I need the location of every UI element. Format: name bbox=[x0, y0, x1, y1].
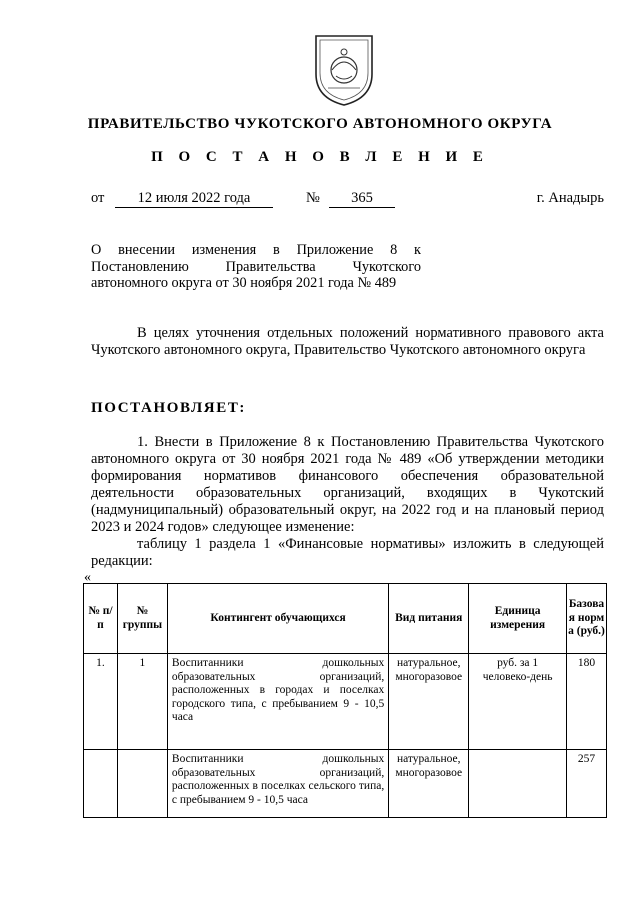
cell-unit bbox=[469, 750, 567, 818]
cell-num bbox=[84, 750, 118, 818]
opening-quote: « bbox=[84, 570, 91, 585]
header-group: № группы bbox=[117, 584, 167, 654]
cell-group: 1 bbox=[117, 654, 167, 750]
table-row bbox=[84, 654, 607, 750]
cell-num: 1. bbox=[84, 654, 118, 750]
header-num: № п/п bbox=[84, 584, 118, 654]
norms-table bbox=[83, 583, 607, 818]
cell-group bbox=[117, 750, 167, 818]
cell-food: натуральное, многоразовое bbox=[389, 750, 469, 818]
table-header-row bbox=[84, 584, 607, 654]
cell-norm: 257 bbox=[567, 750, 607, 818]
document-subject: О внесении изменения в Приложение 8 к Постановлению Правительства Чукотского автономного округа от 30 ноября 2021 года № 489 bbox=[91, 242, 421, 291]
from-label: от bbox=[91, 190, 105, 206]
city-name: г. Анадырь bbox=[536, 190, 604, 206]
item-1-sub-paragraph: таблицу 1 раздела 1 «Финансовые нормативы» изложить в следующей редакции: bbox=[91, 536, 604, 569]
document-number: 365 bbox=[329, 190, 395, 208]
document-date: 12 июля 2022 года bbox=[115, 190, 273, 208]
cell-contingent: Воспитанники дошкольных образовательных организаций, расположенных в поселках сельского типа, с пребыванием 9 - 10,5 часа bbox=[167, 750, 388, 818]
coat-of-arms-emblem bbox=[310, 30, 378, 108]
resolves-heading: ПОСТАНОВЛЯЕТ: bbox=[91, 400, 247, 416]
table-row bbox=[84, 750, 607, 818]
item-1-paragraph: 1. Внести в Приложение 8 к Постановлению Правительства Чукотского автономного округа от 30 ноября 2021 года № 489 «Об утверждении методики формирования нормативов финансового обеспечения образовательной деятельности образовательных организаций, входящих в Чукотский (надмуниципальный) образовательный округ, на 2022 год и на плановый период 2023 и 2024 годов» следующее изменение: bbox=[91, 434, 604, 535]
cell-food: натуральное, многоразовое bbox=[389, 654, 469, 750]
cell-norm: 180 bbox=[567, 654, 607, 750]
cell-contingent: Воспитанники дошкольных образовательных организаций, расположенных в городах и поселках городского типа, с пребыванием 9 - 10,5 часа bbox=[167, 654, 388, 750]
government-title: ПРАВИТЕЛЬСТВО ЧУКОТСКОГО АВТОНОМНОГО ОКРУГА bbox=[87, 116, 553, 132]
document-type-title: П О С Т А Н О В Л Е Н И Е bbox=[151, 149, 489, 165]
preamble-paragraph: В целях уточнения отдельных положений нормативного правового акта Чукотского автономного округа, Правительство Чукотского автономного округа bbox=[91, 325, 604, 358]
cell-unit: руб. за 1 человеко-день bbox=[469, 654, 567, 750]
header-food: Вид питания bbox=[389, 584, 469, 654]
number-label: № bbox=[306, 190, 320, 206]
header-contingent: Контингент обучающихся bbox=[167, 584, 388, 654]
header-unit: Единица измерения bbox=[469, 584, 567, 654]
header-norm: Базовая норма (руб.) bbox=[567, 584, 607, 654]
